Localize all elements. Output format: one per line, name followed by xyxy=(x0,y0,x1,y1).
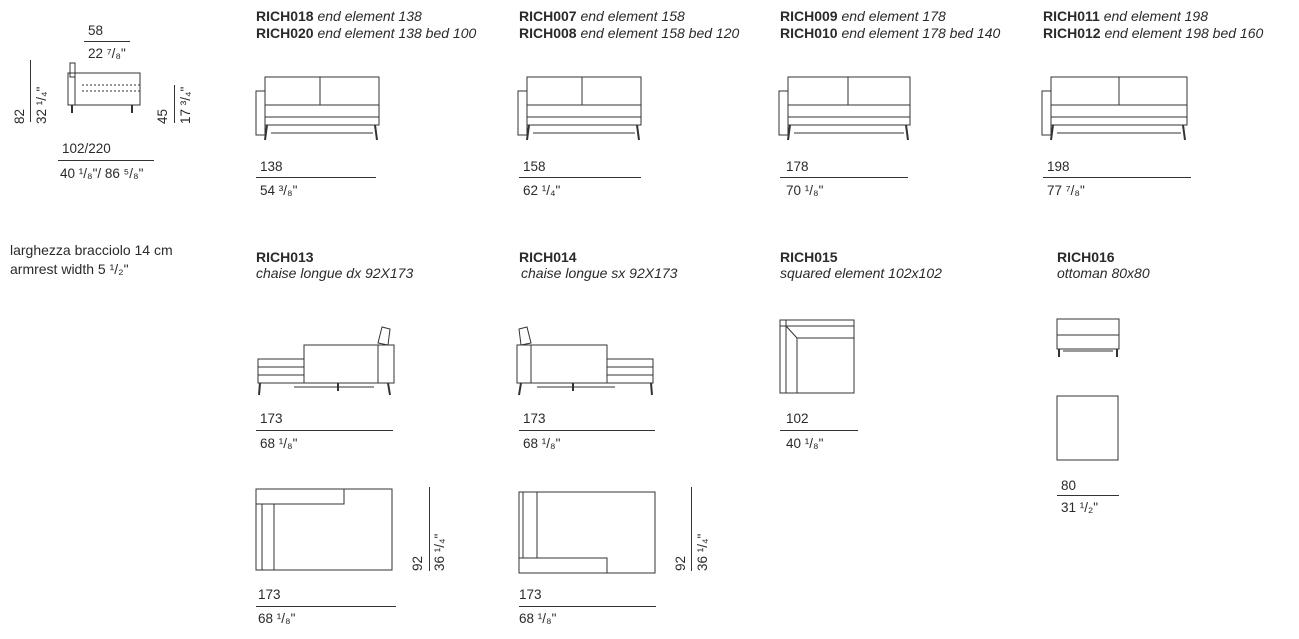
chaise-sx-in: 68 ¹/₈" xyxy=(523,436,561,451)
chaise-sx-cm: 173 xyxy=(523,411,546,426)
end-element-4-code-2: RICH012 xyxy=(1043,25,1101,41)
end-element-3-drawing xyxy=(776,75,916,145)
plan-sx-depth-in: 36 ¹/₄" xyxy=(695,533,710,571)
chaise-dx-cm: 173 xyxy=(260,411,283,426)
plan-chaise-sx-drawing xyxy=(517,490,662,580)
end-element-1-line-1 xyxy=(256,8,422,25)
end-element-1-desc-1: end element 138 xyxy=(317,8,422,24)
end-element-2-desc-1: end element 158 xyxy=(580,8,685,24)
end-element-2-desc-2: end element 158 bed 120 xyxy=(580,25,740,41)
chaise-sx-code: RICH014 xyxy=(519,249,577,265)
plan-dx-in: 68 ¹/₈" xyxy=(258,611,296,626)
end-element-4-desc-2: end element 198 bed 160 xyxy=(1104,25,1264,41)
end-element-3-desc-2: end element 178 bed 140 xyxy=(841,25,1001,41)
end-element-1-drawing xyxy=(253,75,383,145)
end-element-3-code-2: RICH010 xyxy=(780,25,838,41)
side-view-drawing xyxy=(60,55,150,125)
chaise-sx-desc: chaise longue sx 92X173 xyxy=(521,265,678,281)
end-element-2-line-2 xyxy=(519,25,739,42)
end-element-3-in: 70 ¹/₈" xyxy=(786,183,824,198)
plan-sx-depth-rule xyxy=(691,487,692,571)
end-element-3-desc-1: end element 178 xyxy=(841,8,946,24)
side-depth-cm: 58 xyxy=(88,23,104,38)
chaise-dx-desc: chaise longue dx 92X173 xyxy=(256,265,414,281)
armrest-line-2: armrest width 5 ¹/₂" xyxy=(10,261,129,277)
end-element-4-desc-1: end element 198 xyxy=(1103,8,1209,24)
chaise-sx-drawing xyxy=(515,325,665,400)
end-element-4-drawing xyxy=(1039,75,1189,145)
ottoman-plan-drawing xyxy=(1055,394,1125,464)
end-element-4-rule xyxy=(1043,177,1191,178)
end-element-2-in: 62 ¹/₄" xyxy=(523,183,561,198)
plan-dx-depth-cm: 92 xyxy=(410,555,425,571)
chaise-dx-drawing xyxy=(254,325,404,400)
end-element-2-cm: 158 xyxy=(523,159,546,174)
chaise-dx-code: RICH013 xyxy=(256,249,314,265)
end-element-1-in: 54 ³/₈" xyxy=(260,183,298,198)
end-element-3-rule xyxy=(780,177,908,178)
plan-dx-depth-rule xyxy=(429,487,430,571)
side-height-in: 32 ¹/₄" xyxy=(34,86,49,124)
end-element-4-line-1 xyxy=(1043,8,1208,25)
side-length-cm: 102/220 xyxy=(62,141,111,156)
squared-rule xyxy=(780,430,858,431)
plan-dx-depth-in: 36 ¹/₄" xyxy=(432,533,447,571)
side-seat-rule xyxy=(174,85,175,123)
plan-sx-depth-cm: 92 xyxy=(673,555,688,571)
plan-chaise-dx-drawing xyxy=(254,487,399,577)
squared-code: RICH015 xyxy=(780,249,838,265)
end-element-4-line-2 xyxy=(1043,25,1263,42)
end-element-2-code-1: RICH007 xyxy=(519,8,577,24)
end-element-1-code-2: RICH020 xyxy=(256,25,314,41)
end-element-4-code-1: RICH011 xyxy=(1043,8,1100,24)
end-element-1-cm: 138 xyxy=(260,159,283,174)
side-length-in: 40 ¹/₈"/ 86 ⁵/₈" xyxy=(60,166,144,181)
chaise-sx-rule xyxy=(519,430,655,431)
end-element-2-line-1 xyxy=(519,8,685,25)
squared-drawing xyxy=(779,318,859,398)
plan-sx-in: 68 ¹/₈" xyxy=(519,611,557,626)
side-length-rule xyxy=(58,160,154,161)
plan-dx-cm: 173 xyxy=(258,587,281,602)
end-element-1-code-1: RICH018 xyxy=(256,8,314,24)
squared-in: 40 ¹/₈" xyxy=(786,436,824,451)
end-element-1-line-2 xyxy=(256,25,476,42)
chaise-dx-rule xyxy=(256,430,393,431)
end-element-3-line-2 xyxy=(780,25,1000,42)
ottoman-in: 31 ¹/₂" xyxy=(1061,500,1099,515)
squared-desc: squared element 102x102 xyxy=(780,265,942,281)
end-element-2-drawing xyxy=(515,75,645,145)
plan-sx-rule xyxy=(519,606,656,607)
side-seat-cm: 45 xyxy=(155,108,170,124)
end-element-1-rule xyxy=(256,177,376,178)
side-height-rule xyxy=(30,60,31,122)
squared-cm: 102 xyxy=(786,411,809,426)
side-depth-in: 22 ⁷/₈" xyxy=(88,46,126,61)
end-element-3-code-1: RICH009 xyxy=(780,8,838,24)
end-element-4-cm: 198 xyxy=(1047,159,1070,174)
ottoman-rule xyxy=(1057,495,1119,496)
end-element-2-rule xyxy=(519,177,641,178)
plan-sx-cm: 173 xyxy=(519,587,542,602)
armrest-line-1: larghezza bracciolo 14 cm xyxy=(10,242,173,258)
ottoman-desc: ottoman 80x80 xyxy=(1057,265,1150,281)
side-depth-rule xyxy=(84,41,130,42)
end-element-3-line-1 xyxy=(780,8,946,25)
plan-dx-rule xyxy=(256,606,396,607)
end-element-3-cm: 178 xyxy=(786,159,809,174)
ottoman-code: RICH016 xyxy=(1057,249,1115,265)
side-height-cm: 82 xyxy=(12,108,27,124)
end-element-4-in: 77 ⁷/₈" xyxy=(1047,183,1085,198)
chaise-dx-in: 68 ¹/₈" xyxy=(260,436,298,451)
end-element-1-desc-2: end element 138 bed 100 xyxy=(317,25,477,41)
side-seat-in: 17 ³/₄" xyxy=(178,86,193,124)
end-element-2-code-2: RICH008 xyxy=(519,25,577,41)
ottoman-side-drawing xyxy=(1055,315,1125,365)
ottoman-cm: 80 xyxy=(1061,478,1077,493)
